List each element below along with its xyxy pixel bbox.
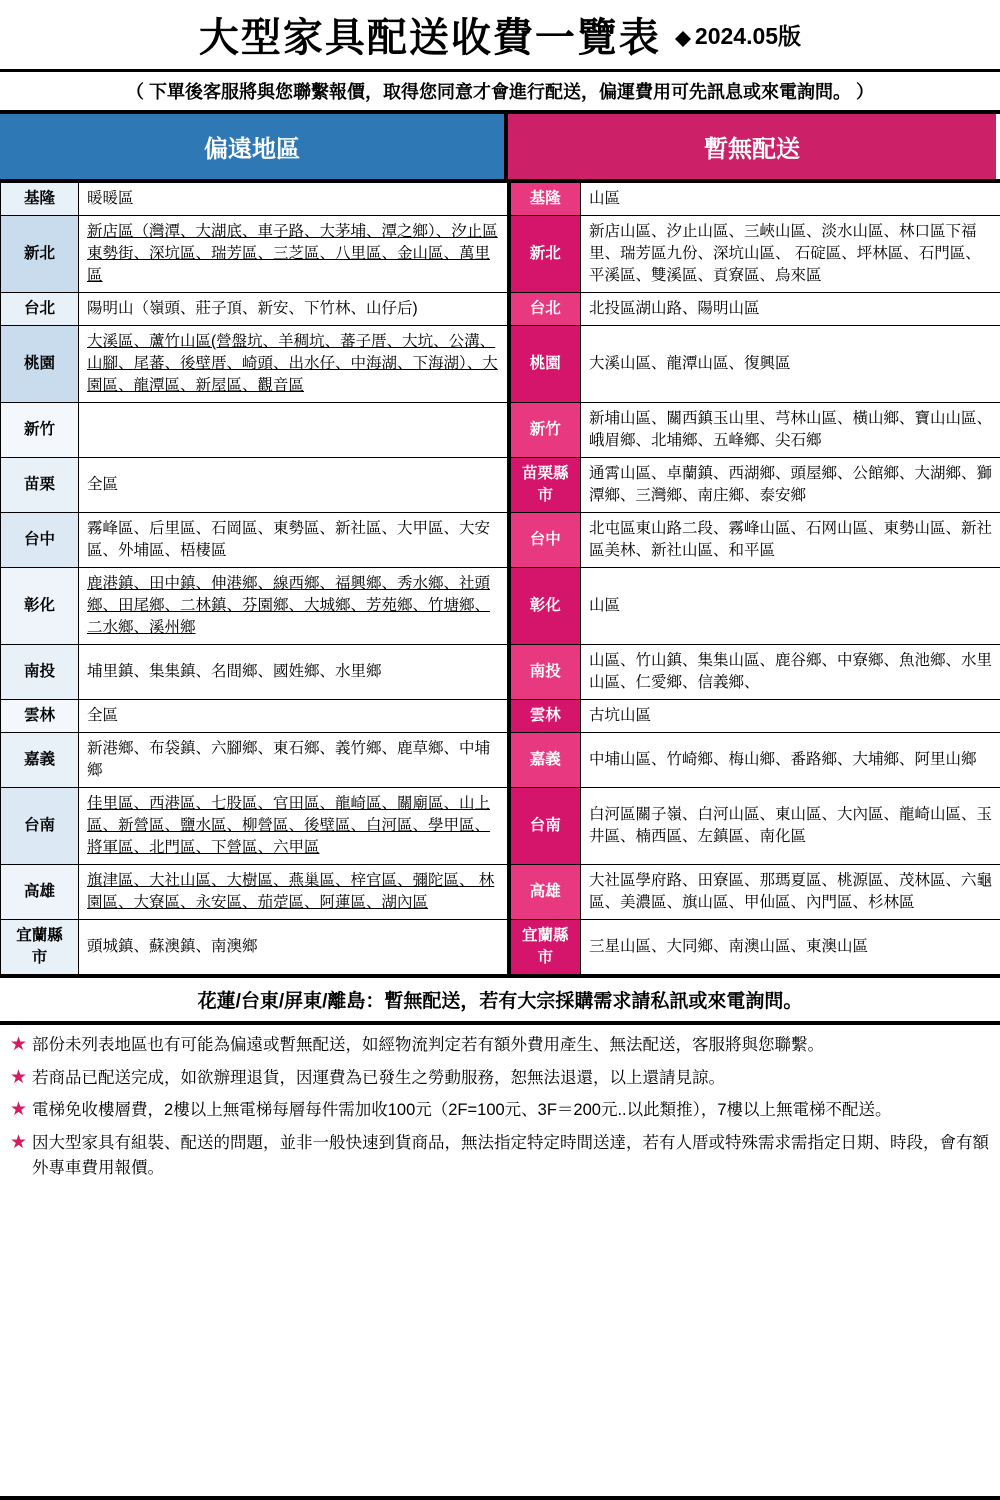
remote-areas-cell: 埔里鎮、集集鎮、名間鄉、國姓鄉、水里鄉 <box>79 645 509 700</box>
star-icon: ★ <box>10 1066 28 1088</box>
no-delivery-areas-cell: 三星山區、大同鄉、南澳山區、東澳山區 <box>581 920 1000 975</box>
no-delivery-city-label: 新北 <box>509 216 581 293</box>
no-delivery-city-label: 雲林 <box>509 700 581 733</box>
table-row <box>1 700 1000 733</box>
page-header <box>0 0 1000 72</box>
list-item <box>10 1098 990 1124</box>
no-delivery-city-label: 基隆 <box>509 183 581 216</box>
no-delivery-areas-cell: 大社區學府路、田寮區、那瑪夏區、桃源區、茂林區、六龜區、美濃區、旗山區、甲仙區、內門區、杉林區 <box>581 865 1000 920</box>
table-row <box>1 458 1000 513</box>
remote-city-label: 新竹 <box>1 403 79 458</box>
remote-city-label: 台中 <box>1 513 79 568</box>
no-delivery-areas-cell: 新埔山區、關西鎮玉山里、芎林山區、橫山鄉、寶山山區、峨眉鄉、北埔鄉、五峰鄉、尖石鄉 <box>581 403 1000 458</box>
no-delivery-city-label: 高雄 <box>509 865 581 920</box>
no-delivery-city-label: 南投 <box>509 645 581 700</box>
remote-areas-cell: 全區 <box>79 700 509 733</box>
table-row <box>1 293 1000 326</box>
no-delivery-areas-cell: 通霄山區、卓蘭鎮、西湖鄉、頭屋鄉、公館鄉、大湖鄉、獅潭鄉、三灣鄉、南庄鄉、泰安鄉 <box>581 458 1000 513</box>
no-delivery-areas-cell: 古坑山區 <box>581 700 1000 733</box>
remote-city-label: 基隆 <box>1 183 79 216</box>
remote-areas-cell: 全區 <box>79 458 509 513</box>
bullet-notes <box>0 1025 1000 1182</box>
remote-city-label: 高雄 <box>1 865 79 920</box>
bullet-text: 因大型家具有組裝、配送的問題，並非一般快速到貨商品，無法指定特定時間送達，若有人厝或特殊需求需指定日期、時段，會有額外專車費用報價。 <box>32 1133 990 1178</box>
footnote-row: 花蓮/台東/屏東/離島：暫無配送，若有大宗採購需求請私訊或來電詢問。 <box>0 975 1000 1025</box>
column-header-remote: 偏遠地區 <box>0 114 508 179</box>
no-delivery-areas-cell: 白河區關子嶺、白河山區、東山區、大內區、龍崎山區、玉井區、楠西區、左鎮區、南化區 <box>581 788 1000 865</box>
remote-areas-cell <box>79 403 509 458</box>
remote-city-label: 台北 <box>1 293 79 326</box>
no-delivery-city-label: 宜蘭縣市 <box>509 920 581 975</box>
remote-city-label: 新北 <box>1 216 79 293</box>
no-delivery-city-label: 台北 <box>509 293 581 326</box>
table-row <box>1 920 1000 975</box>
list-item <box>10 1131 990 1182</box>
remote-areas-cell: 陽明山（嶺頭、莊子頂、新安、下竹林、山仔后) <box>79 293 509 326</box>
list-item <box>10 1033 990 1059</box>
no-delivery-city-label: 彰化 <box>509 568 581 645</box>
star-icon: ★ <box>10 1034 28 1055</box>
no-delivery-city-label: 嘉義 <box>509 733 581 788</box>
column-headers <box>0 114 1000 182</box>
notice-bar: （ 下單後客服將與您聯繫報價，取得您同意才會進行配送，偏運費用可先訊息或來電詢問。 ） <box>0 72 1000 114</box>
table-row <box>1 865 1000 920</box>
remote-areas-cell: 鹿港鎮、田中鎮、伸港鄉、線西鄉、福興鄉、秀水鄉、社頭鄉、田尾鄉、二林鎮、芬園鄉、大城鄉、芳苑鄉、竹塘鄉、二水鄉、溪州鄉 <box>79 568 509 645</box>
table-row <box>1 645 1000 700</box>
no-delivery-city-label: 台中 <box>509 513 581 568</box>
no-delivery-areas-cell: 北投區湖山路、陽明山區 <box>581 293 1000 326</box>
remote-areas-cell: 佳里區、西港區、七股區、官田區、龍崎區、關廟區、山上區、新營區、鹽水區、柳營區、後壁區、白河區、學甲區、將軍區、北門區、下營區、六甲區 <box>79 788 509 865</box>
bullet-text: 若商品已配送完成，如欲辦理退貨，因運費為已發生之勞動服務，恕無法退還，以上還請見諒。 <box>32 1068 726 1087</box>
remote-city-label: 桃園 <box>1 326 79 403</box>
no-delivery-city-label: 桃園 <box>509 326 581 403</box>
table-row <box>1 513 1000 568</box>
remote-city-label: 嘉義 <box>1 733 79 788</box>
remote-areas-cell: 頭城鎮、蘇澳鎮、南澳鄉 <box>79 920 509 975</box>
table-row <box>1 788 1000 865</box>
remote-areas-cell: 霧峰區、后里區、石岡區、東勢區、新社區、大甲區、大安區、外埔區、梧棲區 <box>79 513 509 568</box>
no-delivery-areas-cell: 新店山區、汐止山區、三峽山區、淡水山區、林口區下福里、瑞芳區九份、深坑山區、 石碇區、坪林區、石門區、平溪區、雙溪區、貢寮區、烏來區 <box>581 216 1000 293</box>
bullet-text: 部份未列表地區也有可能為偏遠或暫無配送，如經物流判定若有額外費用產生、無法配送，客服將與您聯繫。 <box>32 1036 825 1054</box>
no-delivery-areas-cell: 山區 <box>581 568 1000 645</box>
remote-city-label: 苗栗 <box>1 458 79 513</box>
version-label: 2024.05版 <box>694 23 802 49</box>
no-delivery-areas-cell: 山區 <box>581 183 1000 216</box>
remote-areas-cell: 新港鄉、布袋鎮、六腳鄉、東石鄉、義竹鄉、鹿草鄉、中埔鄉 <box>79 733 509 788</box>
remote-areas-cell: 大溪區、蘆竹山區(營盤坑、羊稠坑、蕃子厝、大坑、公溝、山腳、尾蕃、後壁厝、崎頭、出水仔、中海湖、下海湖）、大園區、龍潭區、新屋區、觀音區 <box>79 326 509 403</box>
table-row <box>1 183 1000 216</box>
no-delivery-areas-cell: 大溪山區、龍潭山區、復興區 <box>581 326 1000 403</box>
star-icon: ★ <box>10 1131 28 1153</box>
remote-city-label: 宜蘭縣市 <box>1 920 79 975</box>
no-delivery-city-label: 新竹 <box>509 403 581 458</box>
star-icon: ★ <box>10 1099 28 1121</box>
remote-city-label: 彰化 <box>1 568 79 645</box>
no-delivery-areas-cell: 北屯區東山路二段、霧峰山區、石网山區、東勢山區、新社區美林、新社山區、和平區 <box>581 513 1000 568</box>
remote-areas-cell: 旗津區、大社山區、大樹區、燕巢區、梓官區、彌陀區、 林園區、大寮區、永安區、茄萣區、阿蓮區、湖內區 <box>79 865 509 920</box>
remote-city-label: 雲林 <box>1 700 79 733</box>
delivery-fee-table <box>0 182 1000 975</box>
page-title: 大型家具配送收費一覽表 <box>198 16 661 60</box>
no-delivery-areas-cell: 中埔山區、竹崎鄉、梅山鄉、番路鄉、大埔鄉、阿里山鄉 <box>581 733 1000 788</box>
column-header-none: 暫無配送 <box>508 114 996 179</box>
table-row <box>1 326 1000 403</box>
remote-areas-cell: 暖暖區 <box>79 183 509 216</box>
diamond-icon <box>675 23 691 39</box>
remote-areas-cell: 新店區（灣潭、大湖底、車子路、大茅埔、潭之鄉）、汐止區東勢街、深坑區、瑞芳區、三芝區、八里區、金山區、萬里區 <box>79 216 509 293</box>
bullet-text: 電梯免收樓層費，2樓以上無電梯每層每件需加收100元（2F=100元、3F＝200元..以此類推），7樓以上無電梯不配送。 <box>32 1101 892 1120</box>
remote-city-label: 台南 <box>1 788 79 865</box>
table-row <box>1 216 1000 293</box>
no-delivery-areas-cell: 山區、竹山鎮、集集山區、鹿谷鄉、中寮鄉、魚池鄉、水里山區、仁愛鄉、信義鄉、 <box>581 645 1000 700</box>
table-row <box>1 568 1000 645</box>
no-delivery-city-label: 苗栗縣市 <box>509 458 581 513</box>
version-badge <box>675 18 801 51</box>
table-row <box>1 403 1000 458</box>
no-delivery-city-label: 台南 <box>509 788 581 865</box>
list-item <box>10 1066 990 1092</box>
table-row <box>1 733 1000 788</box>
remote-city-label: 南投 <box>1 645 79 700</box>
